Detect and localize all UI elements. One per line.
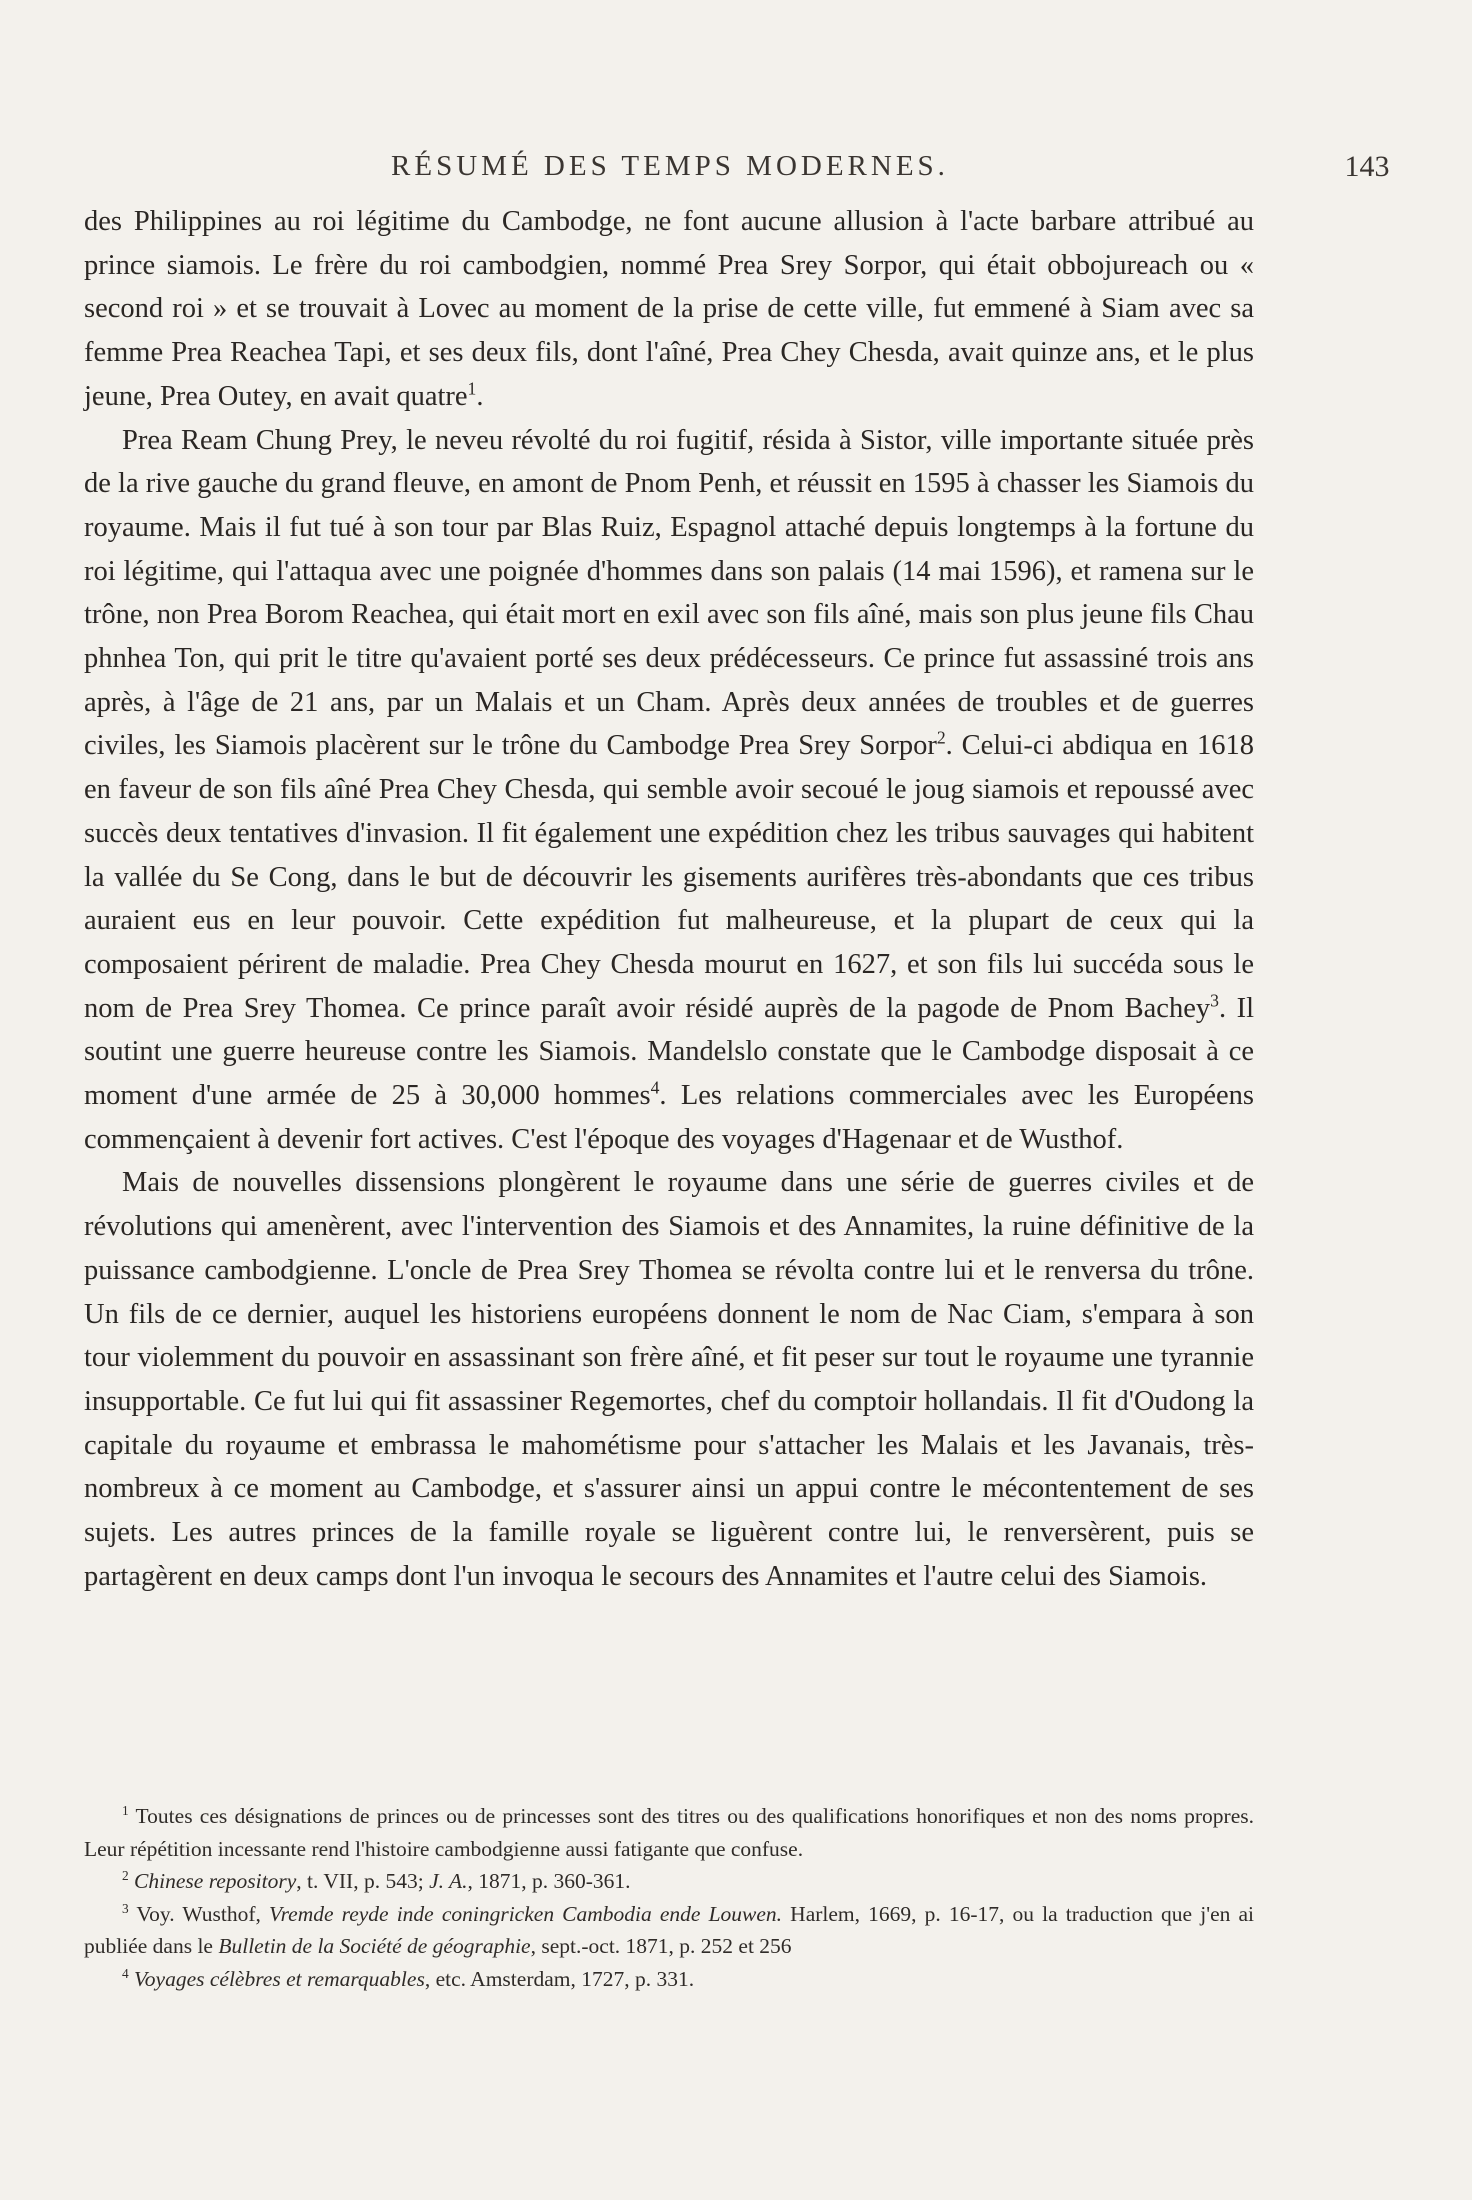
paragraph-text: des Philippines au roi légitime du Cambodge, ne font aucune allusion à l'acte barbare attribué au prince siamois. Le frère du roi cambodgien, nommé Prea Srey Sorpor, qui était obbojureach ou « second roi » et se trouvait à Lovec au moment de la prise de cette ville, fut emmené à Siam avec sa femme Prea Reachea Tapi, et ses deux fils, dont l'aîné, Prea Chey Chesda, avait quinze ans, et le plus jeune, Prea Outey, en avait quatre: [84, 206, 1254, 412]
footnote-citation: Chinese repository: [134, 1869, 297, 1893]
footnote-text: Toutes ces désignations de princes ou de princesses sont des titres ou des qualifications honorifiques et non des noms propres. Leur répétition incessante rend l'histoire cambodgienne aussi fatigante que confuse.: [84, 1804, 1254, 1861]
footnote-citation: Bulletin de la Société de géographie: [218, 1934, 531, 1958]
footnote-mark: 4: [122, 1965, 129, 1981]
paragraph-text: Prea Ream Chung Prey, le neveu révolté du roi fugitif, résida à Sistor, ville importante située près de la rive gauche du grand fleuve, en amont de Pnom Penh, et réussit en 1595 à chasser les Siamois du royaume. Mais il fut tué à son tour par Blas Ruiz, Espagnol attaché depuis longtemps à la fortune du roi légitime, qui l'attaqua avec une poignée d'hommes dans son palais (14 mai 1596), et ramena sur le trône, non Prea Borom Reachea, qui était mort en exil avec son fils aîné, mais son plus jeune fils Chau phnhea Ton, qui prit le titre qu'avaient porté ses deux prédécesseurs. Ce prince fut assassiné trois ans après, à l'âge de 21 ans, par un Malais et un Cham. Après deux années de troubles et de guerres civiles, les Siamois placèrent sur le trône du Cambodge Prea Srey Sorpor: [84, 424, 1254, 762]
footnote-text: , t. VII, p. 543;: [296, 1869, 430, 1893]
footnote-mark: 2: [122, 1868, 129, 1884]
footnote-ref: 4: [650, 1077, 660, 1098]
paragraph-text: .: [476, 380, 484, 412]
footnote-4: [84, 1963, 1254, 1996]
page-number: 143: [1344, 150, 1390, 183]
footnote-citation: J. A.: [429, 1869, 468, 1893]
footnote-citation: Vremde reyde inde coningricken Cambodia ende Louwen.: [269, 1901, 783, 1926]
main-text: [84, 200, 1254, 1599]
paragraph-text: . Il soutint une guerre heureuse contre les Siamois. Mandelslo constate que le Cambodge disposait à ce moment d'une armée de 25 à 30,000 hommes: [84, 992, 1254, 1112]
footnote-text: Harlem, 1669, p. 16-17, ou la traduction que j'en ai publiée dans le: [84, 1901, 1254, 1958]
paragraph-text: Mais de nouvelles dissensions plongèrent le royaume dans une série de guerres civiles et de révolutions qui amenèrent, avec l'intervention des Siamois et des Annamites, la ruine définitive de la puissance cambodgienne. L'oncle de Prea Srey Thomea se révolta contre lui et le renversa du trône. Un fils de ce dernier, auquel les historiens européens donnent le nom de Nac Ciam, s'empara à son tour violemment du pouvoir en assassinant son frère aîné, et fit peser sur tout le royaume une tyrannie insupportable. Ce fut lui qui fit assassiner Regemortes, chef du comptoir hollandais. Il fit d'Oudong la capitale du royaume et embrassa le mahométisme pour s'attacher les Malais et les Javanais, très-nombreux à ce moment au Cambodge, et s'assurer ainsi un appui contre le mécontentement de ses sujets. Les autres princes de la famille royale se liguèrent contre lui, le renversèrent, puis se partagèrent en deux camps dont l'un invoqua le secours des Annamites et l'autre celui des Siamois.: [84, 1167, 1254, 1592]
running-title: RÉSUMÉ DES TEMPS MODERNES.: [391, 150, 949, 182]
footnote-text: Voy. Wusthof,: [136, 1901, 270, 1926]
paragraph-text: . Les relations commerciales avec les Européens commençaient à devenir fort actives. C'est l'époque des voyages d'Hagenaar et de Wusthof.: [84, 1080, 1254, 1155]
footnote-ref: 3: [1210, 990, 1219, 1011]
footnote-2: [84, 1865, 1254, 1898]
paragraph-text: . Celui-ci abdiqua en 1618 en faveur de son fils aîné Prea Chey Chesda, qui semble avoir secoué le joug siamois et repoussé avec succès deux tentatives d'invasion. Il fit également une expédition chez les tribus sauvages qui habitent la vallée du Se Cong, dans le but de découvrir les gisements aurifères très-abondants que ces tribus auraient eus en leur pouvoir. Cette expédition fut malheureuse, et la plupart de ceux qui la composaient périrent de maladie. Prea Chey Chesda mourut en 1627, et son fils lui succéda sous le nom de Prea Srey Thomea. Ce prince paraît avoir résidé auprès de la pagode de Pnom Bachey: [84, 730, 1254, 1024]
footnote-mark: 3: [122, 1900, 129, 1916]
footnote-text: , etc. Amsterdam, 1727, p. 331.: [424, 1966, 695, 1991]
footnote-text: , 1871, p. 360-361.: [467, 1869, 631, 1893]
footnote-citation: Voyages célèbres et remarquables: [134, 1966, 425, 1991]
footnote-1: [84, 1800, 1254, 1865]
paragraph-2: [84, 419, 1254, 1162]
footnote-ref: 1: [467, 378, 477, 399]
footnote-mark: 1: [122, 1803, 129, 1819]
footnotes: [84, 1800, 1254, 1995]
paragraph-1: [84, 200, 1254, 419]
footnote-ref: 2: [936, 727, 946, 748]
footnote-3: [84, 1898, 1254, 1963]
running-head: [86, 150, 1390, 190]
paragraph-3: [84, 1161, 1254, 1598]
footnote-text: , sept.-oct. 1871, p. 252 et 256: [530, 1934, 792, 1958]
